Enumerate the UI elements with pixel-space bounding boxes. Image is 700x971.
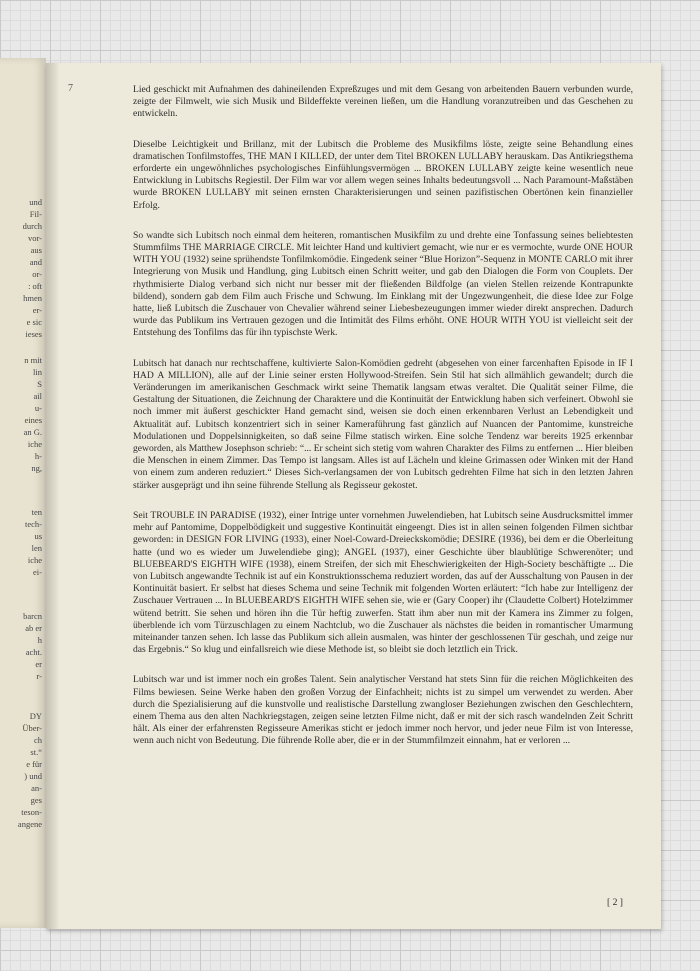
left-page-fragment: er- <box>32 305 42 315</box>
left-page-fragment: ng, <box>31 463 42 473</box>
left-page-fragment: angene <box>17 819 42 829</box>
left-page-fragment: st.“ <box>30 747 42 757</box>
left-page-fragment: r- <box>36 671 42 681</box>
left-page-fragment: n mit <box>24 355 42 365</box>
paragraph-6: Lubitsch war und ist immer noch ein großes Talent. Sein analytischer Verstand hat stets Sinn für die reichen Möglichkeiten des Films bewiesen. Seine Werke haben den großen Vorzug der Einfachheit; nichts ist zu simpel um verwendet zu werden. Aber durch die Spezialisierung auf die kunstvolle und realistische Darstellung zwangloser Beziehungen zwischen den Geschlechtern, einem Thema aus den alten Nachkriegstagen, zeigen seine letzten Filme nicht, daß er mit der sich rasch wandelnden Zeit Schritt hält. Als einer der erfahrensten Regisseure Amerikas sticht er jedoch immer noch hervor, und jeder neue Film ist von Interesse, wenn auch nicht von Bedeutung. Die führende Rolle aber, die er in der Stummfilmzeit einnahm, hat er verloren ... <box>133 674 633 747</box>
left-page-fragment: h- <box>34 451 42 461</box>
left-page-fragment: ei- <box>33 567 42 577</box>
left-page-fragment: or- <box>32 269 42 279</box>
left-page-fragment: barcn <box>23 611 42 621</box>
left-page-fragment: und <box>29 197 42 207</box>
left-page-fragment: teson- <box>21 807 42 817</box>
left-page-fragment: DY <box>29 711 42 721</box>
left-page-fragment: ten <box>31 507 42 517</box>
left-page-fragment: u- <box>34 403 42 413</box>
left-page-fragment: ail <box>33 391 42 401</box>
paragraph-1: Lied geschickt mit Aufnahmen des dahineilenden Expreßzuges und mit dem Gesang von arbeitenden Bauern verbunden wurde, zeigte der Filmwelt, wie sich Musik und Bildeffekte vereinen ließen, um die Handlung voranzutreiben und das Geschehen zu entwickeln. <box>133 84 633 120</box>
left-page-fragment: ges <box>30 795 42 805</box>
left-page-fragment: an- <box>31 783 42 793</box>
left-page-fragment: h <box>37 635 42 645</box>
left-page-fragment: us <box>34 531 42 541</box>
left-page-fragment: an G. <box>23 427 42 437</box>
left-page-fragment: iche <box>27 555 42 565</box>
document-page <box>46 63 661 929</box>
page-number-bottom: [ 2 ] <box>607 897 623 908</box>
left-page-fragment: ab er <box>25 623 42 633</box>
left-page-fragment: len <box>31 543 42 553</box>
left-page-fragment: e für <box>26 759 42 769</box>
left-page-fragment: acht. <box>25 647 42 657</box>
left-page-fragment: Fil- <box>29 209 42 219</box>
page-gutter-shadow <box>46 63 60 929</box>
left-page-fragment: eines <box>24 415 42 425</box>
left-page-fragment: durch <box>22 221 42 231</box>
paragraph-2: Dieselbe Leichtigkeit und Brillanz, mit der Lubitsch die Probleme des Musikfilms löste, zeigte seine Behandlung eines dramatischen Tonfilmstoffes, THE MAN I KILLED, der unter dem Titel BROKEN LULLABY herauskam. Das Antikriegsthema erforderte ein ungewöhnliches psychologisches Einfühlungsvermögen ... BROKEN LULLABY zeigte keine wesentlich neue Entwicklung in Lubitschs Regiestil. Der Film war vor allem wegen seines Inhalts bedeutungsvoll ... Nach Paramount-Maßstäben wurde BROKEN LULLABY mit seinen ernsten Charakterisierungen und seinen pazifistischen Obertönen kein finanzieller Erfolg. <box>133 138 633 211</box>
left-page-fragment: hmen <box>23 293 42 303</box>
page-number-top: 7 <box>68 83 73 94</box>
left-page-fragment: iche <box>27 439 42 449</box>
paragraph-3: So wandte sich Lubitsch noch einmal dem heiteren, romantischen Musikfilm zu und drehte eine Tonfassung seines beliebtesten Stummfilms THE MARRIAGE CIRCLE. Mit leichter Hand und kultiviert gemacht, wie nur er es vermochte, wurde ONE HOUR WITH YOU (1932) seine sprühendste Tonfilmkomödie. Eingedenk seiner “Blue Horizon”-Sequenz in MONTE CARLO mit ihrer Integrierung von Musik und Handlung, ging Lubitsch einen Schritt weiter, und gab den Dialogen die Form von Couplets. Der rhythmisierte Dialog verband sich nicht nur besser mit der fließenden Bildfolge (an vielen Stellen reizende Kontrapunkte bildend), sondern gab dem Film auch Frische und Schwung. Im Einklang mit der Ungezwungenheit, die diese Idee zur Folge hatte, ließ Lubitsch die Zuschauer von Chevalier während seiner Liebesbezeugungen immer wieder direkt ansprechen. Dadurch wurde das Publikum ins Vertrauen gezogen und die Intimität des Films erhöht. ONE HOUR WITH YOU ist vielleicht seit der Entstehung des Tonfilms das für ihn typischste Werk. <box>133 229 633 339</box>
left-facing-page <box>0 58 46 928</box>
left-page-fragment: er <box>35 659 42 669</box>
left-page-fragment: : oft <box>28 281 42 291</box>
left-page-fragment: tech- <box>25 519 42 529</box>
paragraph-4: Lubitsch hat danach nur rechtschaffene, kultivierte Salon-Komödien gedreht (abgesehen von einer farcenhaften Episode in IF I HAD A MILLION), alle auf der Linie seiner ersten Hollywood-Streifen. Sein Stil hat sich allmählich gewandelt; durch die Veränderungen im amerikanischen Geschmack wirkt seine Thematik langsam etwas veraltet. Die Qualität seiner Filme, die Gestaltung der Situationen, die Zeichnung der Charaktere und die Kontinuität der Entwicklung haben sich verfeinert. Obwohl sie noch immer mit äußerst geschickter Hand gemacht sind, weisen sie doch einen erkennbaren Verlust an Lebendigkeit und Aktualität auf. Lubitsch konzentriert sich in seiner Kameraführung fast gänzlich auf Nuancen der Pantomime, kunstreiche Modulationen und Doppelsinnigkeiten, so daß seine Filme statisch wirken. Eine solche Tendenz war bereits 1925 erkennbar geworden, als Matthew Josephson schrieb: “... Er scheint sich stetig vom wahren Charakter des Films zu entfernen ... Hier bleiben die Menschen in einem Zimmer. Das Tempo ist langsam. Alles ist auf Lächeln und kleine Grimassen oder Winken mit der Hand von einem zum anderen reduziert.“ Dieses Sich-verlangsamen der von Lubitsch gedrehten Filme hat sich in den letzten Jahren stärker ausgeprägt und ihn seine führende Stellung als Regisseur gekostet. <box>133 357 633 491</box>
left-page-fragment: e sic <box>26 317 42 327</box>
left-page-fragment: ch <box>33 735 42 745</box>
left-page-fragment: ieses <box>25 329 42 339</box>
left-page-fragment: and <box>29 257 42 267</box>
left-page-fragment: lin <box>33 367 42 377</box>
left-page-fragment: ) und <box>24 771 42 781</box>
left-page-fragment: S <box>37 379 42 389</box>
paragraph-5: Seit TROUBLE IN PARADISE (1932), einer Intrige unter vornehmen Juwelendieben, hat Lubitsch seine Ausdrucksmittel immer mehr auf Pantomime, Doppelbödigkeit und suggestive Kontinuität eingeengt. Dies ist in allen seinen folgenden Filmen sichtbar geworden: in DESIGN FOR LIVING (1933), einer Noel-Coward-Dreieckskomödie; DESIRE (1936), bei dem er die Oberleitung hatte (und wo es wieder um Juwelendiebe ging); ANGEL (1937), einer Geschichte über blaublütige Schwerenöter; und BLUEBEARD'S EIGHTH WIFE (1938), einem Streifen, der sich mit Eheschwierigkeiten der High-Society beschäftigte ... Die von Lubitsch angewandte Technik ist auf ein Konstruktionsschema reduziert worden, das auf der Ausschaltung von Pausen in der Kontinuität basiert. Er selbst hat dieses Schema und seine Technik mit folgenden Worten erläutert: “Ich habe zur Intelligenz der Zuschauer Vertrauen ... In BLUEBEARD'S EIGHTH WIFE sehen sie, wie er (Gary Cooper) ihr (Claudette Colbert) Hotelzimmer wütend betritt. Sie sehen und hören ihn die Tür heftig zuwerfen. Statt ihm aber nun mit der Kamera ins Zimmer zu folgen, überblende ich vom Türzuschlagen zu einem Nachtclub, wo die Zuschauer als nächstes die beiden in romantischer Umarmung miteinander tanzen sehen. Ich lasse das Publikum sich allein ausmalen, was hinter der geschlossenen Tür geschah, und zeige nur das Ergebnis.“ So klug und einfallsreich wie diese Methode ist, so bleibt sie doch letztlich ein Trick. <box>133 509 633 656</box>
left-page-fragment: vor- <box>28 233 42 243</box>
left-page-fragment: aus <box>30 245 42 255</box>
left-page-fragment: Über- <box>22 723 42 733</box>
page-body <box>133 84 633 764</box>
